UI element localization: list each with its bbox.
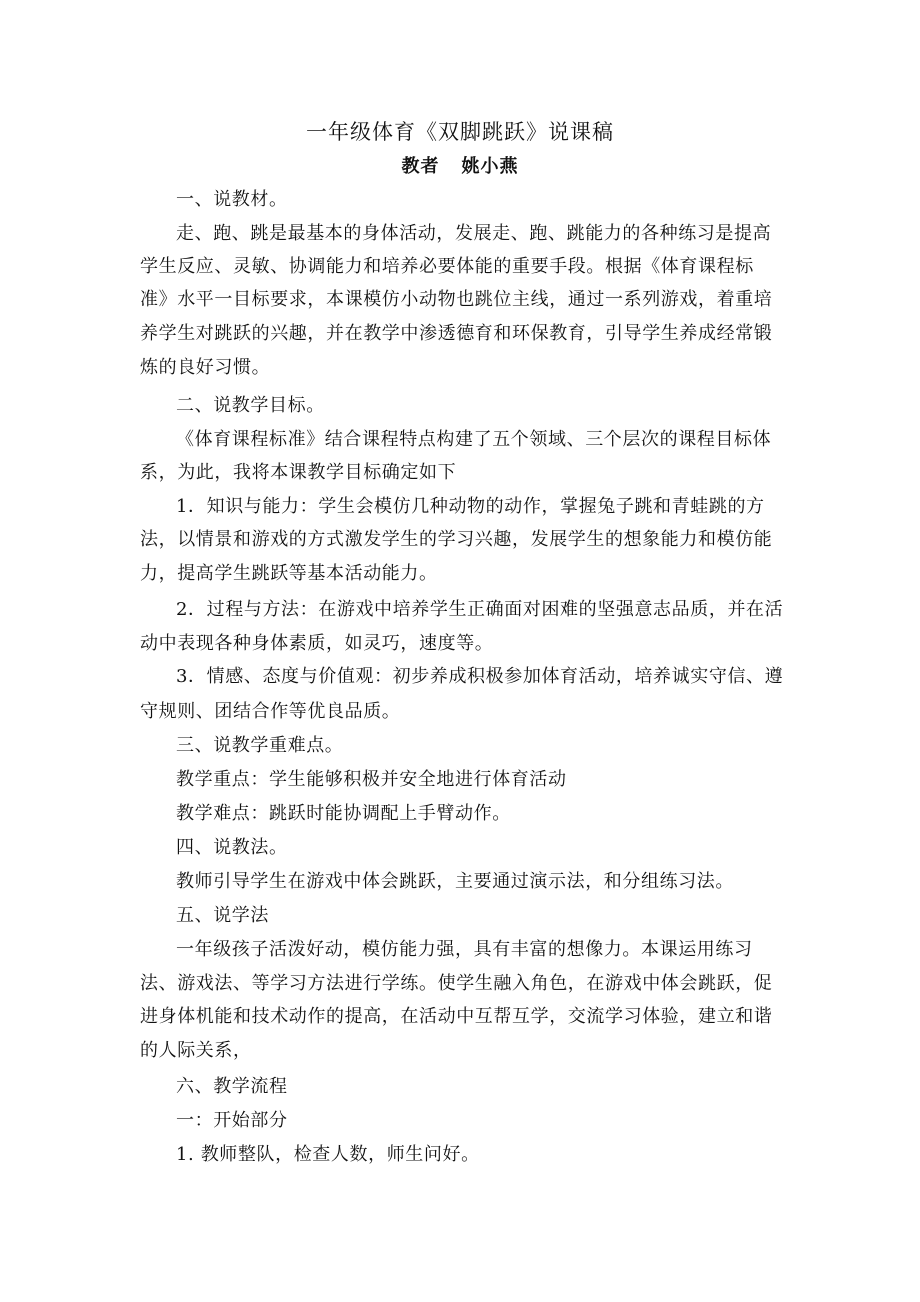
paragraph-line: 教学重点：学生能够积极并安全地进行体育活动	[176, 769, 567, 790]
author-line	[0, 155, 920, 179]
heading-learning-method: 五、说学法	[176, 905, 269, 926]
heading-objectives: 二、说教学目标。	[176, 395, 325, 416]
paragraph-line: 《体育课程标准》结合课程特点构建了五个领域、三个层次的课程目标体	[176, 429, 772, 450]
document-title: 一年级体育《双脚跳跃》说课稿	[306, 120, 614, 144]
paragraph-line: 守规则、团结合作等优良品质。	[140, 701, 401, 722]
heading-key-points: 三、说教学重难点。	[176, 735, 344, 756]
paragraph-line: 力，提高学生跳跃等基本活动能力。	[140, 563, 438, 584]
paragraph-line: 炼的良好习惯。	[140, 357, 271, 378]
objective-item: 2．过程与方法：在游戏中培养学生正确面对困难的坚强意志品质，并在活	[176, 599, 784, 620]
author-name: 姚小燕	[461, 156, 519, 177]
process-item: 1. 教师整队，检查人数，师生问好。	[176, 1144, 480, 1165]
paragraph-line: 进身体机能和技术动作的提高，在活动中互帮互学，交流学习体验，建立和谐	[140, 1006, 773, 1027]
paragraph-line: 系，为此，我将本课教学目标确定如下	[140, 462, 457, 483]
author-label: 教者	[401, 156, 440, 177]
paragraph-line: 走、跑、跳是最基本的身体活动，发展走、跑、跳能力的各种练习是提高	[176, 223, 772, 244]
subheading-opening: 一：开始部分	[176, 1110, 288, 1131]
paragraph-line: 一年级孩子活泼好动，模仿能力强，具有丰富的想像力。本课运用练习	[176, 939, 753, 960]
paragraph-line: 准》水平一目标要求，本课模仿小动物也跳位主线，通过一系列游戏，着重培	[140, 289, 773, 310]
paragraph-line: 教师引导学生在游戏中体会跳跃，主要通过演示法，和分组练习法。	[176, 871, 734, 892]
paragraph-line: 学生反应、灵敏、协调能力和培养必要体能的重要手段。根据《体育课程标	[140, 256, 754, 277]
heading-teaching-process: 六、教学流程	[176, 1076, 288, 1097]
heading-textbook: 一、说教材。	[176, 189, 288, 210]
paragraph-line: 动中表现各种身体素质，如灵巧，速度等。	[140, 633, 494, 654]
heading-teaching-method: 四、说教法。	[176, 837, 288, 858]
paragraph-line: 法、游戏法、等学习方法进行学练。使学生融入角色，在游戏中体会跳跃，促	[140, 973, 773, 994]
objective-item: 1．知识与能力：学生会模仿几种动物的动作，掌握兔子跳和青蛙跳的方	[176, 496, 765, 517]
paragraph-line: 的人际关系，	[140, 1040, 252, 1061]
paragraph-line: 法，以情景和游戏的方式激发学生的学习兴趣，发展学生的想象能力和模仿能	[140, 529, 773, 550]
paragraph-line: 养学生对跳跃的兴趣，并在教学中渗透德育和环保教育，引导学生养成经常锻	[140, 323, 773, 344]
objective-item: 3．情感、态度与价值观：初步养成积极参加体育活动，培养诚实守信、遵	[176, 666, 784, 687]
paragraph-line: 教学难点：跳跃时能协调配上手臂动作。	[176, 803, 511, 824]
